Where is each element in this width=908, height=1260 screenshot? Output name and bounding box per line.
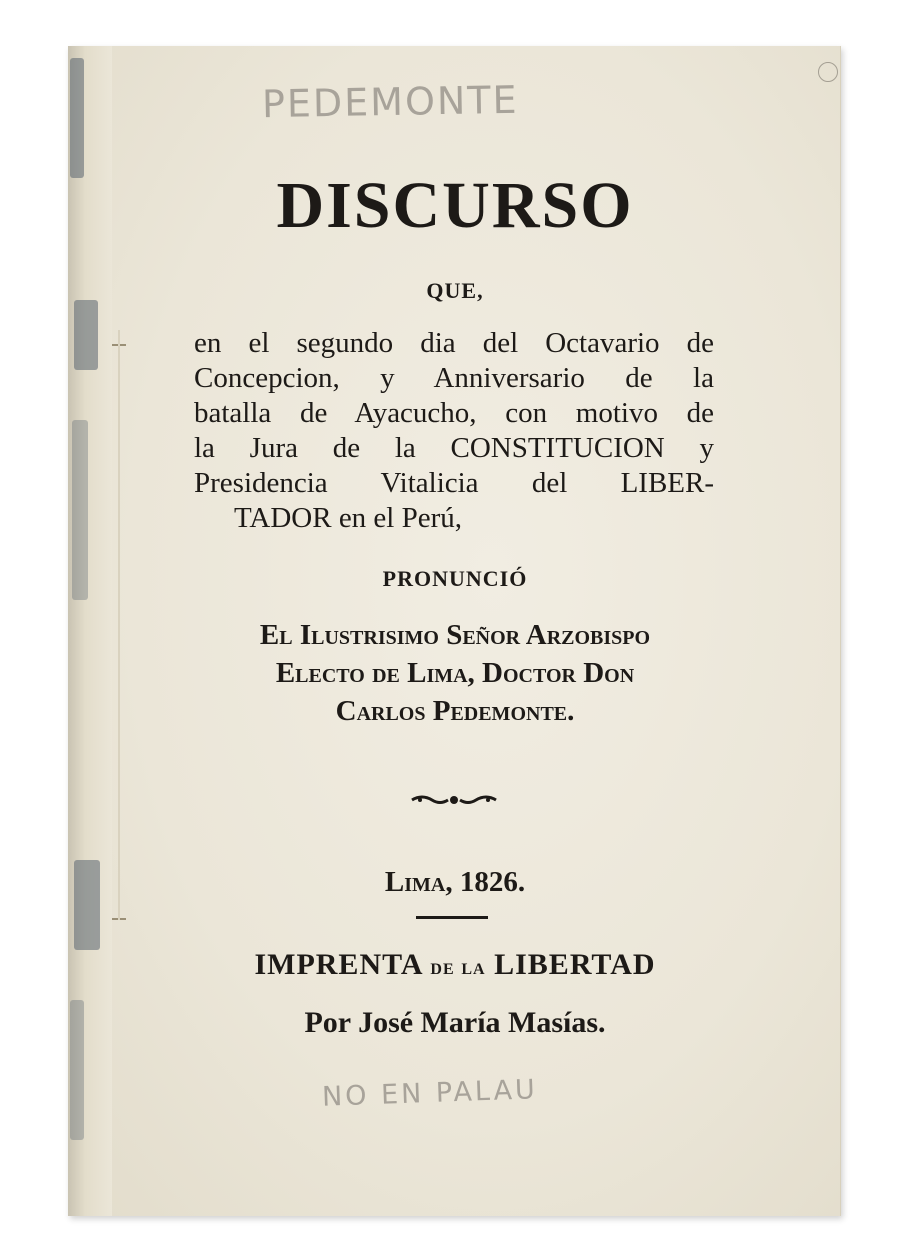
occasion-line: Concepcion, y Anniversario de la [194, 362, 714, 394]
spine-stain [74, 300, 98, 370]
printer-line [120, 948, 790, 982]
author-line: Electo de Lima, Doctor Don [275, 657, 635, 689]
spine-stain [70, 58, 84, 178]
divider-rule [416, 916, 488, 919]
corner-mark [818, 62, 838, 82]
occasion-line: Presidencia Vitalicia del LIBER- [194, 467, 714, 499]
que-line: QUE, [426, 278, 484, 303]
spine-stain [70, 1000, 84, 1140]
occasion-text [194, 326, 714, 536]
place-date: Lima, 1826. [384, 866, 526, 898]
fleuron-ornament-icon [410, 790, 498, 810]
printer-name-2: LIBERTAD [485, 948, 656, 981]
occasion-line: en el segundo dia del Octavario de [194, 327, 714, 359]
printer-name-1: IMPRENTA [254, 948, 431, 981]
occasion-line: batalla de Ayacucho, con motivo de [194, 397, 714, 429]
page-title: DISCURSO [276, 169, 634, 242]
author-block [200, 616, 710, 730]
printer-connector: de la [430, 954, 486, 979]
spine-stain [74, 860, 100, 950]
occasion-line: TADOR en el Perú, [234, 502, 463, 534]
pencil-annotation-bottom: NO EN PALAU [321, 1074, 539, 1113]
pronuncio-line: PRONUNCIÓ [382, 566, 528, 591]
occasion-line: la Jura de la CONSTITUCION y [194, 432, 714, 464]
page-fold [118, 330, 120, 920]
printed-by-line: Por José María Masías. [304, 1006, 606, 1039]
author-line: Carlos Pedemonte. [335, 695, 575, 727]
spine-stain [72, 420, 88, 600]
pencil-annotation-top: PEDEMONTE [261, 77, 519, 127]
author-line: El Ilustrisimo Señor Arzobispo [259, 619, 651, 651]
